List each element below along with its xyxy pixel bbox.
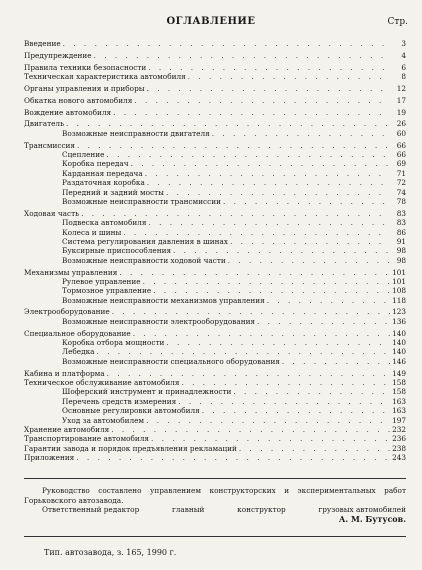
table-of-contents <box>24 39 406 462</box>
toc-row <box>24 277 406 286</box>
toc-leader-dots <box>180 378 390 387</box>
toc-row <box>24 150 406 159</box>
toc-row <box>24 453 406 462</box>
toc-page-number: 86 <box>396 227 406 237</box>
editor-text-4: грузовых автомобилей <box>318 505 406 514</box>
toc-row <box>24 168 406 177</box>
toc-page-number: 98 <box>396 255 406 265</box>
toc-entry-title: Кабина и платформа <box>24 368 105 378</box>
toc-row <box>24 316 406 325</box>
toc-leader-dots <box>255 317 390 326</box>
toc-page-number: 146 <box>392 356 406 366</box>
toc-leader-dots <box>200 406 390 415</box>
toc-leader-dots <box>280 357 390 366</box>
toc-row <box>24 187 406 196</box>
toc-page-number: 136 <box>392 316 406 326</box>
toc-leader-dots <box>110 307 390 316</box>
toc-entry-title: Возможные неисправности ходовой части <box>62 255 226 265</box>
toc-entry-title: Вождение автомобиля <box>24 107 112 117</box>
toc-row <box>24 338 406 347</box>
toc-page-number: 3 <box>401 39 406 49</box>
toc-entry-title: Специальное оборудование <box>24 328 131 338</box>
toc-page-number: 98 <box>396 246 406 256</box>
toc-leader-dots <box>75 141 390 150</box>
toc-page-number: 149 <box>392 368 406 378</box>
toc-row <box>24 267 406 276</box>
toc-row <box>24 286 406 295</box>
toc-entry-title: Хранение автомобиля <box>24 424 110 434</box>
toc-page-number: 72 <box>396 178 406 188</box>
toc-leader-dots <box>231 387 390 396</box>
toc-entry-title: Приложения <box>24 453 75 463</box>
toc-entry-title: Уход за автомобилем <box>62 415 145 425</box>
toc-leader-dots <box>164 188 390 197</box>
toc-leader-dots <box>143 169 390 178</box>
toc-leader-dots <box>210 129 390 138</box>
toc-leader-dots <box>265 296 390 305</box>
editor-text-1: Ответственный редактор <box>42 505 140 514</box>
toc-leader-dots <box>95 347 390 356</box>
toc-leader-dots <box>109 425 390 434</box>
toc-row <box>24 387 406 396</box>
toc-page-number: 83 <box>396 218 406 228</box>
toc-page-number: 91 <box>396 236 406 246</box>
toc-entry-title: Передний и задний мосты <box>62 187 164 197</box>
toc-page-number: 163 <box>392 406 406 416</box>
toc-entry-title: Техническое обслуживание автомобиля <box>24 377 180 387</box>
toc-leader-dots <box>146 218 390 227</box>
toc-page-number: 140 <box>392 328 406 338</box>
toc-page-number: 118 <box>392 295 406 305</box>
toc-leader-dots <box>121 228 390 237</box>
toc-page-number: 101 <box>392 276 406 286</box>
toc-entry-title: Система регулирования давления в шинах <box>62 236 228 246</box>
toc-leader-dots <box>146 63 390 72</box>
toc-row <box>24 128 406 137</box>
toc-leader-dots <box>132 96 390 105</box>
page-title: ОГЛАВЛЕНИЕ <box>166 16 256 27</box>
toc-row <box>24 208 406 217</box>
toc-row <box>24 434 406 443</box>
toc-page-number: 197 <box>392 415 406 425</box>
toc-row <box>24 295 406 304</box>
toc-entry-title: Возможные неисправности трансмиссии <box>62 196 221 206</box>
toc-entry-title: Возможные неисправности механизмов управления <box>62 295 265 305</box>
imprint-line: Тип. автозавода, з. 165, 1990 г. <box>44 548 177 557</box>
toc-entry-title: Колеса и шины <box>62 227 122 237</box>
credits-block <box>24 486 406 524</box>
toc-page-number: 108 <box>392 286 406 296</box>
toc-page-number: 83 <box>396 208 406 218</box>
toc-page-number: 12 <box>396 84 406 94</box>
editor-text-3: конструктор <box>237 505 286 514</box>
toc-page-number: 163 <box>392 396 406 406</box>
toc-row <box>24 378 406 387</box>
toc-page-number: 26 <box>396 119 406 129</box>
toc-page-number: 6 <box>401 62 406 72</box>
toc-row <box>24 415 406 424</box>
toc-entry-title: Раздаточная коробка <box>62 178 145 188</box>
toc-row <box>24 107 406 116</box>
toc-row <box>24 159 406 168</box>
toc-page-number: 19 <box>396 107 406 117</box>
toc-row <box>24 51 406 60</box>
toc-row <box>24 356 406 365</box>
credits-paragraph: Руководство составлено управлением конструкторских и экспериментальных работ Горьковского автозавода. <box>24 486 406 505</box>
divider-top <box>24 478 406 479</box>
toc-leader-dots <box>129 159 390 168</box>
toc-row <box>24 39 406 48</box>
toc-entry-title: Рулевое управление <box>62 276 141 286</box>
toc-page-number: 232 <box>392 424 406 434</box>
toc-row <box>24 178 406 187</box>
toc-page-number: 69 <box>396 159 406 169</box>
toc-entry-title: Обкатка нового автомобиля <box>24 95 133 105</box>
toc-row <box>24 72 406 81</box>
toc-entry-title: Электрооборудование <box>24 307 110 317</box>
toc-page-number: 74 <box>396 187 406 197</box>
toc-page-number: 101 <box>392 267 406 277</box>
toc-page-number: 71 <box>396 168 406 178</box>
toc-row <box>24 96 406 105</box>
toc-page-number: 8 <box>401 72 406 82</box>
toc-leader-dots <box>226 256 390 265</box>
divider-bottom <box>24 536 406 537</box>
toc-row <box>24 227 406 236</box>
toc-leader-dots <box>176 397 390 406</box>
toc-row <box>24 197 406 206</box>
toc-entry-title: Шоферский инструмент и принадлежности <box>62 387 232 397</box>
toc-entry-title: Тормозное управление <box>62 286 152 296</box>
toc-entry-title: Лебедка <box>62 347 95 357</box>
toc-leader-dots <box>171 246 390 255</box>
toc-entry-title: Предупреждение <box>24 51 92 61</box>
toc-entry-title: Органы управления и приборы <box>24 84 145 94</box>
toc-leader-dots <box>111 108 390 117</box>
toc-page-number: 238 <box>392 443 406 453</box>
toc-page-number: 60 <box>396 128 406 138</box>
toc-row <box>24 237 406 246</box>
toc-row <box>24 425 406 434</box>
toc-leader-dots <box>105 369 390 378</box>
toc-page-number: 66 <box>396 150 406 160</box>
toc-page-number: 78 <box>396 196 406 206</box>
toc-row <box>24 255 406 264</box>
toc-row <box>24 84 406 93</box>
toc-entry-title: Основные регулировки автомобиля <box>62 406 200 416</box>
toc-row <box>24 246 406 255</box>
toc-entry-title: Коробка передач <box>62 159 129 169</box>
toc-row <box>24 347 406 356</box>
toc-row <box>24 63 406 72</box>
toc-leader-dots <box>149 434 390 443</box>
toc-row <box>24 328 406 337</box>
toc-row <box>24 443 406 452</box>
toc-row <box>24 307 406 316</box>
toc-page-number: 123 <box>392 307 406 317</box>
toc-page-number: 158 <box>392 377 406 387</box>
toc-entry-title: Возможные неисправности электрооборудования <box>62 316 256 326</box>
toc-leader-dots <box>237 444 390 453</box>
toc-entry-title: Коробка отбора мощности <box>62 338 165 348</box>
toc-entry-title: Ходовая часть <box>24 208 80 218</box>
toc-row <box>24 396 406 405</box>
toc-entry-title: Буксирные приспособления <box>62 246 172 256</box>
toc-page-number: 243 <box>392 453 406 463</box>
toc-entry-title: Карданная передача <box>62 168 143 178</box>
toc-leader-dots <box>164 338 390 347</box>
toc-page-number: 4 <box>401 51 406 61</box>
toc-row <box>24 406 406 415</box>
toc-leader-dots <box>221 197 390 206</box>
toc-leader-dots <box>104 150 390 159</box>
toc-entry-title: Механизмы управления <box>24 267 118 277</box>
toc-leader-dots <box>144 416 390 425</box>
toc-row <box>24 218 406 227</box>
toc-entry-title: Подвеска автомобиля <box>62 218 147 228</box>
toc-page-number: 66 <box>396 140 406 150</box>
toc-row <box>24 140 406 149</box>
toc-page-number: 140 <box>392 338 406 348</box>
toc-leader-dots <box>74 453 390 462</box>
toc-leader-dots <box>117 268 390 277</box>
toc-entry-title: Гарантии завода и порядок предъявления рекламаций <box>24 443 237 453</box>
toc-entry-title: Перечень средств измерения <box>62 396 177 406</box>
toc-page-number: 17 <box>396 95 406 105</box>
toc-entry-title: Возможные неисправности специального оборудования <box>62 356 280 366</box>
toc-leader-dots <box>79 209 390 218</box>
toc-entry-title: Транспортирование автомобиля <box>24 434 150 444</box>
toc-leader-dots <box>151 286 390 295</box>
toc-page-number: 140 <box>392 347 406 357</box>
toc-entry-title: Возможные неисправности двигателя <box>62 128 210 138</box>
toc-leader-dots <box>141 277 390 286</box>
toc-leader-dots <box>145 178 390 187</box>
toc-row <box>24 368 406 377</box>
toc-entry-title: Сцепление <box>62 150 105 160</box>
editor-text-2: главный <box>171 505 205 514</box>
toc-leader-dots <box>131 329 390 338</box>
toc-leader-dots <box>145 84 390 93</box>
page-column-label: Стр. <box>387 17 408 27</box>
toc-leader-dots <box>64 119 390 128</box>
toc-entry-title: Техническая характеристика автомобиля <box>24 72 186 82</box>
toc-leader-dots <box>186 72 390 81</box>
editor-signature: А. М. Бутусов. <box>338 513 406 524</box>
toc-page-number: 158 <box>392 387 406 397</box>
toc-entry-title: Двигатель <box>24 119 65 129</box>
toc-leader-dots <box>61 39 390 48</box>
toc-entry-title: Трансмиссия <box>24 140 76 150</box>
toc-leader-dots <box>228 237 390 246</box>
toc-row <box>24 119 406 128</box>
toc-page-number: 236 <box>392 434 406 444</box>
toc-entry-title: Правила техники безопасности <box>24 62 147 72</box>
toc-leader-dots <box>92 51 390 60</box>
toc-entry-title: Введение <box>24 39 61 49</box>
